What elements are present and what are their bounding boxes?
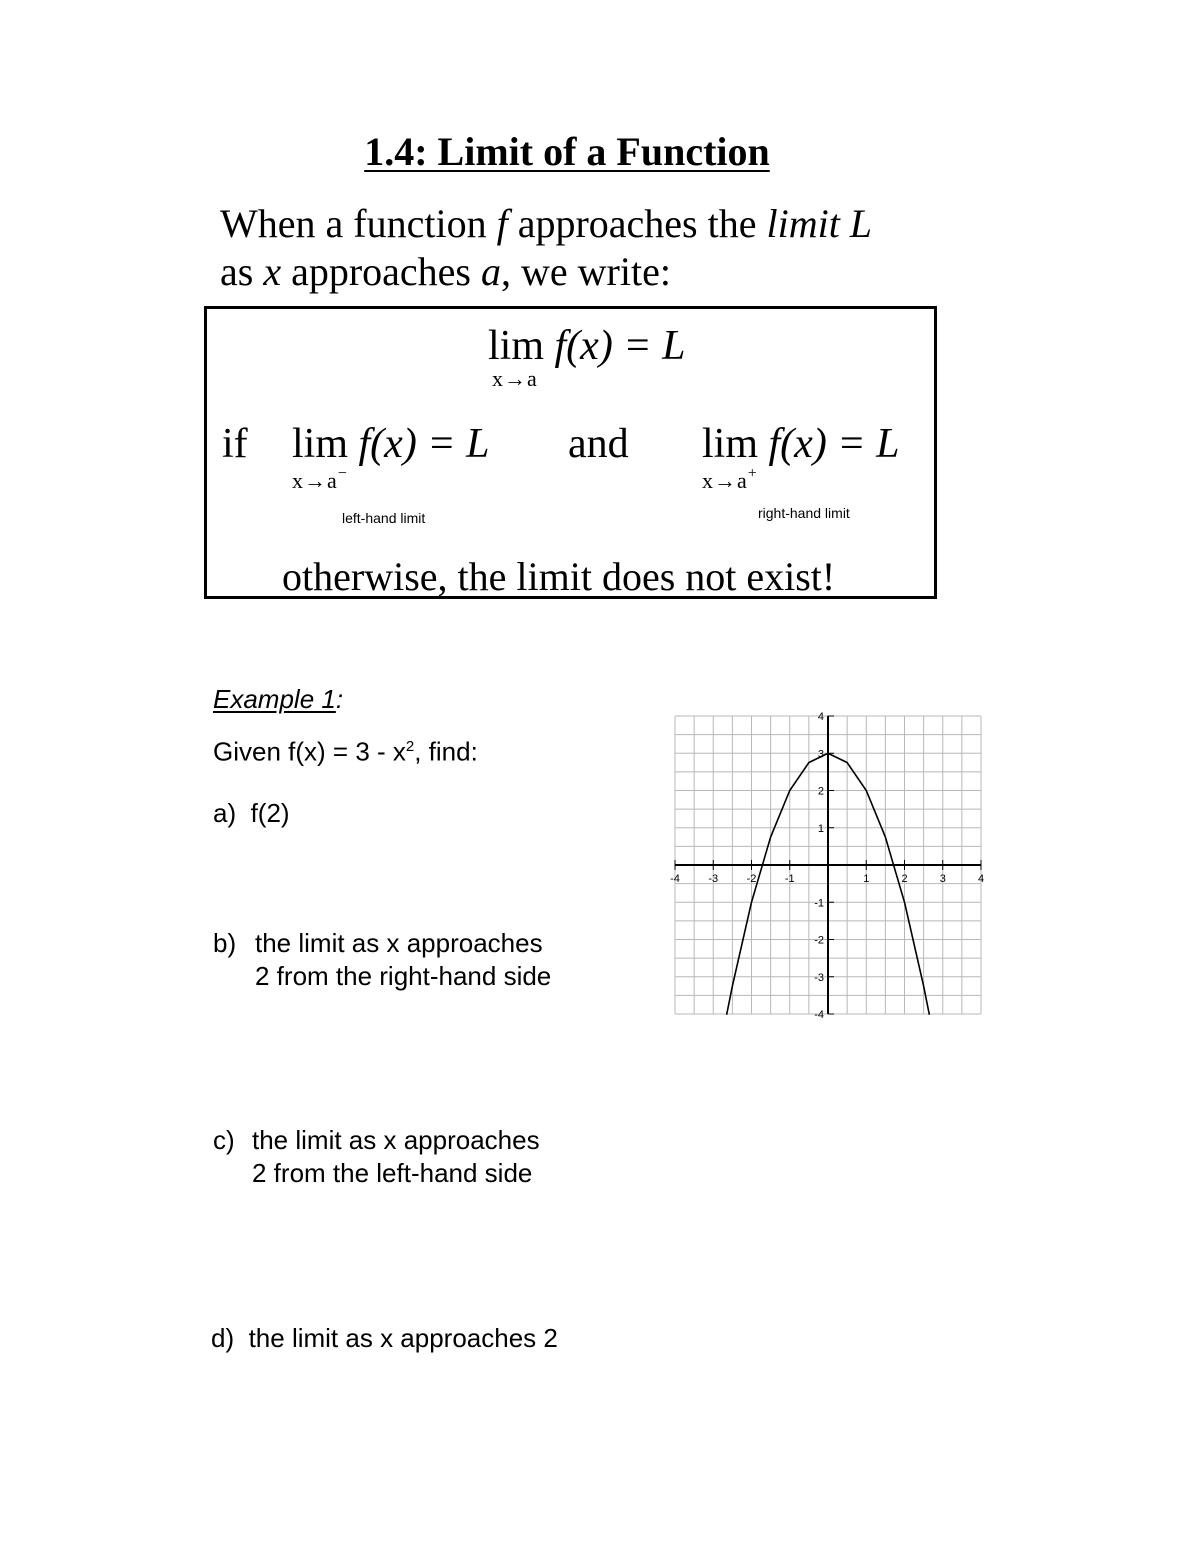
right-limit (702, 420, 900, 468)
intro-text: as (220, 249, 264, 294)
y-tick-label: -2 (814, 934, 824, 947)
subscript-text: x→a (292, 468, 338, 493)
right-hand-limit-caption: right-hand limit (758, 505, 850, 521)
question-label: b) (213, 928, 237, 958)
question-label: d) (211, 1323, 235, 1353)
and-word: and (568, 421, 629, 467)
x-tick-label: -1 (784, 873, 795, 885)
lim-word: lim (488, 323, 545, 369)
left-limit (292, 420, 490, 468)
question-label: a) (213, 798, 237, 828)
minus-superscript: − (337, 465, 348, 482)
x-tick-label: 4 (977, 873, 985, 885)
intro-line-1 (220, 200, 872, 248)
question-c-text (252, 1124, 540, 1190)
example-given (213, 730, 478, 769)
example-heading (213, 683, 343, 716)
intro-f: f (496, 201, 508, 246)
parabola-graph (670, 706, 990, 1022)
example-title: Example 1 (213, 684, 336, 714)
question-text: 2 from the left-hand side (252, 1158, 533, 1188)
y-tick-label: -4 (814, 1009, 824, 1021)
limit-expression: f(x) = L (358, 421, 490, 467)
question-text: the limit as x approaches (255, 928, 543, 958)
x-tick-label: -4 (670, 873, 680, 885)
intro-text: , we write: (501, 249, 671, 294)
example-colon: : (335, 684, 344, 714)
limit-expression: f(x) = L (768, 421, 900, 467)
exponent: 2 (405, 738, 415, 755)
x-tick-label: 2 (901, 873, 908, 885)
lim-word: lim (702, 421, 759, 467)
x-tick-label: -3 (708, 873, 719, 885)
intro-text: approaches (281, 249, 481, 294)
lim-word: lim (292, 421, 349, 467)
question-text: the limit as x approaches (252, 1125, 540, 1155)
given-text: , find: (414, 736, 478, 767)
y-tick-label: 2 (817, 785, 824, 798)
y-tick-label: 4 (817, 711, 824, 723)
left-hand-limit-caption: left-hand limit (342, 510, 426, 526)
main-limit (488, 322, 686, 370)
subscript-text: x→a (702, 468, 748, 493)
question-label: c) (213, 1125, 235, 1155)
plus-superscript: + (747, 465, 758, 482)
question-text: f(2) (250, 798, 290, 828)
x-tick-label: 3 (939, 873, 946, 885)
y-tick-label: 1 (817, 822, 824, 835)
intro-a: a (481, 249, 501, 294)
intro-limit-l: limit L (766, 201, 873, 246)
question-d (211, 1322, 558, 1355)
question-text: 2 from the right-hand side (255, 961, 552, 991)
y-tick-label: -3 (814, 971, 824, 984)
x-tick-label: 1 (863, 873, 870, 885)
main-limit-subscript: x→a (492, 366, 538, 391)
y-tick-label: 3 (817, 748, 824, 761)
question-a (213, 797, 290, 830)
x-tick-label: -2 (746, 873, 757, 885)
intro-x: x (263, 249, 282, 294)
limit-expression: f(x) = L (554, 323, 686, 369)
intro-text: When a function (220, 201, 497, 246)
right-limit-subscript (702, 465, 758, 494)
intro-text: approaches the (507, 201, 767, 246)
if-word: if (222, 421, 248, 467)
y-tick-label: -1 (814, 897, 824, 910)
otherwise-statement: otherwise, the limit does not exist! (282, 554, 836, 599)
question-c (213, 1124, 235, 1157)
page-title: 1.4: Limit of a Function (364, 129, 770, 174)
question-b-text (255, 927, 551, 993)
question-text: the limit as x approaches 2 (248, 1323, 558, 1353)
left-limit-subscript (292, 465, 348, 494)
question-b (213, 927, 236, 960)
given-text: Given f(x) = 3 - x (213, 736, 406, 767)
intro-line-2 (220, 248, 671, 296)
